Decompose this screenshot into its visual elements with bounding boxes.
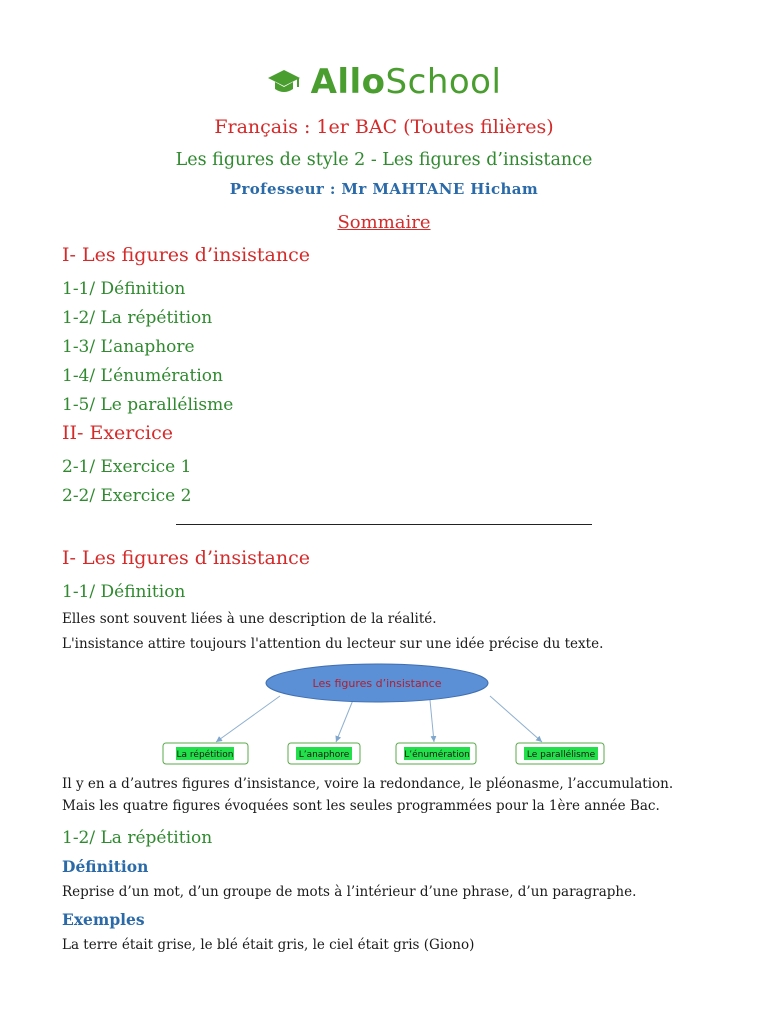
diagram-node-label: L’énumération [404, 750, 470, 760]
diagram-arrow [490, 696, 542, 742]
diagram-arrow [216, 696, 280, 742]
section-divider [176, 524, 592, 525]
logo-text-regular: School [385, 62, 502, 102]
diagram-arrow [336, 700, 353, 742]
alloschool-logo [0, 62, 768, 102]
teacher-name: Professeur : Mr MAHTANE Hicham [229, 180, 539, 198]
definition-text: Reprise d’un mot, d’un groupe de mots à l’intérieur d’une phrase, d’un paragraphe. [62, 884, 637, 900]
paragraph: L'insistance attire toujours l'attention du lecteur sur une idée précise du texte. [62, 636, 604, 652]
logo-text-bold: Allo [310, 62, 386, 102]
summary-title: Sommaire [337, 212, 431, 233]
summary-item: 1-5/ Le parallélisme [62, 395, 234, 415]
summary-item: 1-2/ La répétition [62, 308, 213, 328]
graduation-cap-icon [267, 67, 301, 97]
subsection-definition: 1-1/ Définition [62, 582, 186, 602]
subject-title: Français : 1er BAC (Toutes filières) [214, 116, 554, 138]
summary-item: 2-2/ Exercice 2 [62, 486, 192, 506]
summary-part2: II- Exercice [62, 422, 173, 444]
lesson-title: Les figures de style 2 - Les figures d’insistance [175, 150, 593, 170]
example-text: La terre était grise, le blé était gris, le ciel était gris (Giono) [62, 937, 475, 953]
examples-heading: Exemples [62, 910, 145, 929]
paragraph: Il y en a d’autres figures d’insistance, voire la redondance, le pléonasme, l’accumulation. [62, 776, 674, 792]
subsection-repetition: 1-2/ La répétition [62, 828, 213, 848]
diagram-node-label: La répétition [176, 750, 234, 760]
summary-item: 1-4/ L’énumération [62, 366, 223, 386]
summary-item: 2-1/ Exercice 1 [62, 457, 192, 477]
diagram-node-label: Le parallélisme [526, 750, 596, 760]
paragraph: Elles sont souvent liées à une description de la réalité. [62, 611, 437, 627]
summary-item: 1-1/ Définition [62, 279, 186, 299]
diagram-node-label: L’anaphore [298, 750, 350, 760]
diagram-center-label: Les figures d’insistance [312, 677, 442, 690]
figures-diagram [150, 662, 620, 772]
paragraph: Mais les quatre figures évoquées sont les seules programmées pour la 1ère année Bac. [62, 798, 660, 814]
summary-part1: I- Les figures d’insistance [62, 244, 310, 266]
summary-item: 1-3/ L’anaphore [62, 337, 195, 357]
diagram-arrow [430, 700, 434, 742]
section1-title: I- Les figures d’insistance [62, 547, 310, 569]
logo-text [311, 62, 502, 102]
definition-heading: Définition [62, 857, 149, 876]
